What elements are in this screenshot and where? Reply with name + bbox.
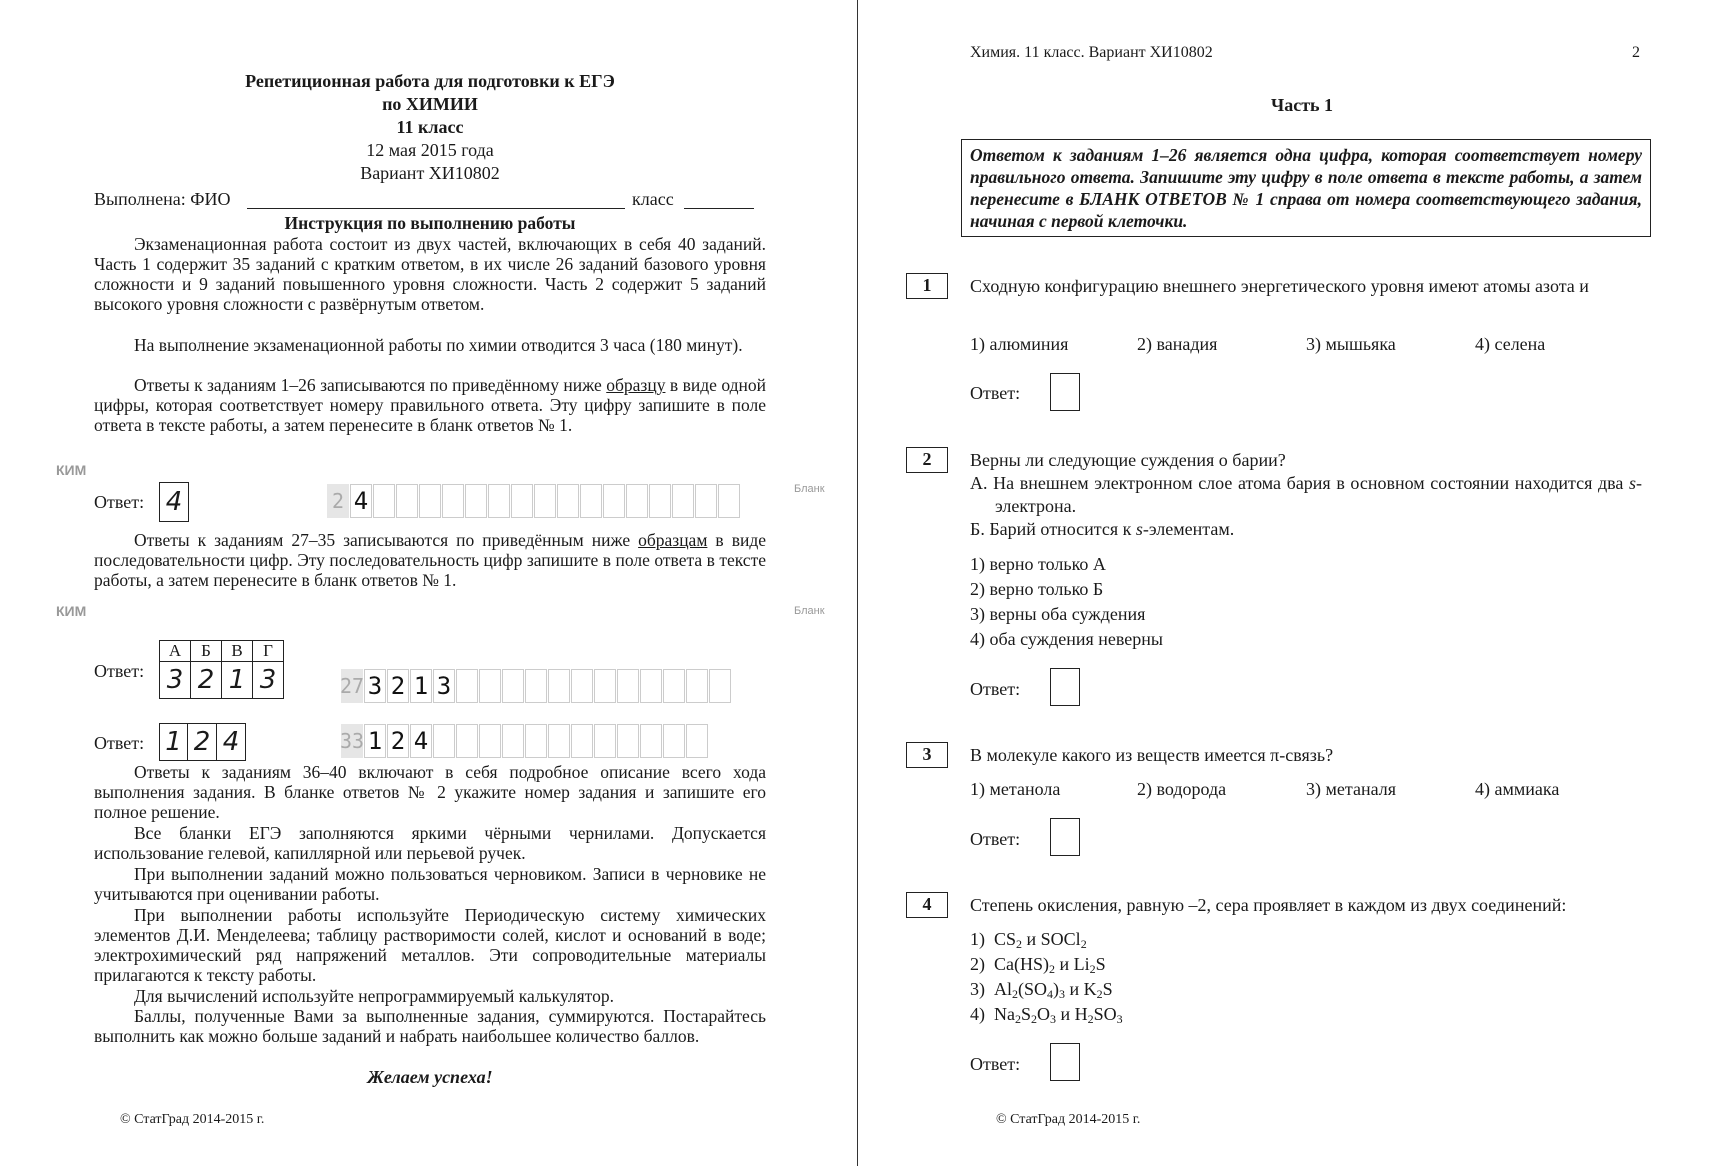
grid-prefix-cell: 2 xyxy=(327,484,349,518)
part-instruction-box: Ответом к заданиям 1–26 является одна цифра, которая соответствует номеру правильного ответа. Запишите эту цифру в поле ответа в тексте работы, а затем перенесите в БЛАНК ОТВЕТОВ № 1 справа от номера соответствующего задания, начиная с первой клеточки. xyxy=(961,139,1651,237)
q4-option-2: 2) $Ca(HS)_2$ и $Li_2S$ xyxy=(970,954,1106,976)
sample-link-2: образцам xyxy=(638,530,708,550)
paragraph-8: При выполнении работы используйте Периодическую систему химических элементов Д.И. Менделеева; таблицу растворимости солей, кислот и оснований в воде; электрохимический ряд напряжений металлов. Эти сопроводительные материалы прилагаются к тексту работы. xyxy=(94,905,766,985)
fio-label: Выполнена: ФИО xyxy=(94,189,231,209)
part-title: Часть 1 xyxy=(1271,95,1334,115)
question-number-3: 3 xyxy=(906,742,948,768)
question-number-4: 4 xyxy=(906,892,948,918)
q2-option-2: 2) верно только Б xyxy=(970,579,1104,599)
instruction-title: Инструкция по выполнению работы xyxy=(284,213,576,233)
q2-answer-box[interactable] xyxy=(1050,668,1080,706)
grid-cell xyxy=(465,484,487,518)
grid-cell: 4 xyxy=(350,484,372,518)
column-header: Б xyxy=(191,641,222,662)
grid-cell: 4 xyxy=(410,724,432,758)
grid-cell xyxy=(594,669,616,703)
grid-cell xyxy=(548,669,570,703)
q2-statement-b: Б. Барий относится к s-элементам. xyxy=(970,519,1235,539)
question-4-text: Степень окисления, равную –2, сера проявляет в каждом из двух соединений: xyxy=(970,895,1567,915)
grid-cell xyxy=(649,484,671,518)
grid-cell xyxy=(456,724,478,758)
grid-cell xyxy=(617,724,639,758)
answer-digit: 3 xyxy=(160,662,191,699)
copyright-left: © СтатГрад 2014-2015 г. xyxy=(120,1112,265,1127)
sample-blank-grid-3 xyxy=(341,724,709,758)
grid-cell xyxy=(525,669,547,703)
sample-blank-grid-1 xyxy=(327,484,741,518)
answer-digit: 1 xyxy=(159,723,188,761)
grid-cell xyxy=(525,724,547,758)
answer-digit: 2 xyxy=(191,662,222,699)
q2-answer-label: Ответ: xyxy=(970,679,1021,699)
grid-cell: 3 xyxy=(364,669,386,703)
sample-answer-label-1: Ответ: xyxy=(94,492,145,512)
q1-option-1: 1) алюминия xyxy=(970,334,1069,354)
grid-cell xyxy=(442,484,464,518)
wish-text: Желаем успеха! xyxy=(367,1067,493,1087)
q2-statement-a: А. На внешнем электронном слое атома бария в основном состоянии находится два s-электрона. xyxy=(970,473,1642,516)
sample-answer-box-3 xyxy=(159,723,246,761)
grid-cell xyxy=(640,724,662,758)
title-line-1: Репетиционная работа для подготовки к ЕГЭ xyxy=(245,71,615,91)
grid-cell xyxy=(663,669,685,703)
blank-label-1: Бланк xyxy=(794,483,825,495)
q1-option-4: 4) селена xyxy=(1475,334,1546,354)
paragraph-6: Все бланки ЕГЭ заполняются яркими чёрными чернилами. Допускается использование гелевой, капиллярной или перьевой ручек. xyxy=(94,823,766,863)
sample-blank-grid-2 xyxy=(341,669,732,703)
copyright-right: © СтатГрад 2014-2015 г. xyxy=(996,1112,1141,1127)
grid-cell xyxy=(419,484,441,518)
exam-date: 12 мая 2015 года xyxy=(366,140,494,160)
grid-prefix-cell: 33 xyxy=(341,724,363,758)
paragraph-9: Для вычислений используйте непрограммируемый калькулятор. xyxy=(134,986,614,1006)
column-header: А xyxy=(160,641,191,662)
grid-cell xyxy=(663,724,685,758)
paragraph-7: При выполнении заданий можно пользоваться черновиком. Записи в черновике не учитываются при оценивании работы. xyxy=(94,864,766,904)
grid-cell xyxy=(672,484,694,518)
question-number-2: 2 xyxy=(906,447,948,473)
grid-cell: 2 xyxy=(387,724,409,758)
grid-cell xyxy=(709,669,731,703)
answer-digit: 1 xyxy=(222,662,253,699)
q2-option-3: 3) верны оба суждения xyxy=(970,604,1146,624)
q3-answer-label: Ответ: xyxy=(970,829,1021,849)
page-divider xyxy=(857,0,858,1166)
grid-cell xyxy=(626,484,648,518)
q3-option-4: 4) аммиака xyxy=(1475,779,1560,799)
question-1-text: Сходную конфигурацию внешнего энергетического уровня имеют атомы азота и xyxy=(970,276,1589,296)
q4-answer-label: Ответ: xyxy=(970,1054,1021,1074)
grid-cell xyxy=(502,669,524,703)
question-number-1: 1 xyxy=(906,273,948,299)
grid-cell xyxy=(640,669,662,703)
q3-option-1: 1) метанола xyxy=(970,779,1061,799)
q4-option-3: 3) $Al_2(SO_4)_3$ и $K_2S$ xyxy=(970,979,1113,1001)
grid-cell xyxy=(433,724,455,758)
paragraph-4: Ответы к заданиям 27–35 записываются по приведённым ниже образцам в виде последовательности цифр. Эту последовательность цифр запишите в поле ответа в тексте работы, а затем перенесите в бланк ответов № 1. xyxy=(94,530,766,590)
grid-cell xyxy=(548,724,570,758)
q2-option-4: 4) оба суждения неверны xyxy=(970,629,1164,649)
grid-cell xyxy=(479,724,501,758)
grid-cell xyxy=(580,484,602,518)
q1-option-2: 2) ванадия xyxy=(1137,334,1218,354)
q3-option-2: 2) водорода xyxy=(1137,779,1227,799)
grid-cell xyxy=(557,484,579,518)
grid-cell xyxy=(534,484,556,518)
q4-option-1: 1) $CS_2$ и SOCl$_2$ xyxy=(970,929,1087,951)
sample-link-1: образцу xyxy=(606,375,666,395)
page-header: Химия. 11 класс. Вариант ХИ10802 xyxy=(970,44,1213,61)
paragraph-5: Ответы к заданиям 36–40 включают в себя подробное описание всего хода выполнения задания. В бланке ответов № 2 укажите номер задания и запишите его полное решение. xyxy=(94,762,766,822)
q3-answer-box[interactable] xyxy=(1050,818,1080,856)
grid-cell xyxy=(603,484,625,518)
grid-cell xyxy=(594,724,616,758)
sample-answer-box-1: 4 xyxy=(159,482,189,522)
grid-cell xyxy=(511,484,533,518)
page-number: 2 xyxy=(1632,44,1640,61)
grid-cell xyxy=(571,724,593,758)
grid-cell xyxy=(617,669,639,703)
paragraph-1: Экзаменационная работа состоит из двух частей, включающих в себя 40 заданий. Часть 1 содержит 35 заданий с кратким ответом, в их числе 26 заданий базового уровня сложности и 9 заданий повышенного уровня сложности. Часть 2 содержит 5 заданий высокого уровня сложности с развёрнутым ответом. xyxy=(94,234,766,314)
grid-cell xyxy=(695,484,717,518)
grid-cell xyxy=(718,484,740,518)
grade: 11 класс xyxy=(396,117,464,137)
answer-digit: 3 xyxy=(253,662,284,699)
q3-option-3: 3) метаналя xyxy=(1306,779,1396,799)
question-2-text: Верны ли следующие суждения о барии? xyxy=(970,450,1286,470)
sample-answer-table-abvg xyxy=(159,640,284,699)
answer-digit: 4 xyxy=(217,723,246,761)
grid-cell: 3 xyxy=(433,669,455,703)
grid-cell xyxy=(502,724,524,758)
grid-cell xyxy=(686,669,708,703)
paragraph-2: На выполнение экзаменационной работы по химии отводится 3 часа (180 минут). xyxy=(134,335,743,355)
paragraph-3: Ответы к заданиям 1–26 записываются по приведённому ниже образцу в виде одной цифры, которая соответствует номеру правильного ответа. Эту цифру запишите в поле ответа в тексте работы, а затем перенесите в бланк ответов № 1. xyxy=(94,375,766,435)
q1-answer-label: Ответ: xyxy=(970,383,1021,403)
variant: Вариант ХИ10802 xyxy=(360,163,500,183)
grid-cell xyxy=(396,484,418,518)
grid-cell xyxy=(479,669,501,703)
kim-label-2: КИМ xyxy=(56,603,87,619)
q1-option-3: 3) мышьяка xyxy=(1306,334,1396,354)
grid-cell: 2 xyxy=(387,669,409,703)
q4-option-4: 4) $Na_2S_2O_3$ и $H_2SO_3$ xyxy=(970,1004,1123,1026)
grid-prefix-cell: 27 xyxy=(341,669,363,703)
grid-cell xyxy=(488,484,510,518)
grid-cell: 1 xyxy=(364,724,386,758)
class-field[interactable] xyxy=(684,208,754,209)
grid-cell xyxy=(686,724,708,758)
q2-option-1: 1) верно только А xyxy=(970,554,1106,574)
answer-digit: 2 xyxy=(188,723,217,761)
title-line-2: по ХИМИИ xyxy=(382,94,478,114)
column-header: В xyxy=(222,641,253,662)
fio-field[interactable] xyxy=(247,208,625,209)
grid-cell xyxy=(571,669,593,703)
column-header: Г xyxy=(253,641,284,662)
sample-answer-label-3: Ответ: xyxy=(94,733,145,753)
sample-answer-label-2: Ответ: xyxy=(94,661,145,681)
grid-cell xyxy=(373,484,395,518)
kim-label-1: КИМ xyxy=(56,462,87,478)
q1-answer-box[interactable] xyxy=(1050,373,1080,411)
grid-cell: 1 xyxy=(410,669,432,703)
question-3-text: В молекуле какого из веществ имеется π-связь? xyxy=(970,745,1334,765)
q4-answer-box[interactable] xyxy=(1050,1043,1080,1081)
class-label: класс xyxy=(632,189,674,209)
blank-label-2: Бланк xyxy=(794,605,825,617)
grid-cell xyxy=(456,669,478,703)
paragraph-10: Баллы, полученные Вами за выполненные задания, суммируются. Постарайтесь выполнить как можно больше заданий и набрать наибольшее количество баллов. xyxy=(94,1006,766,1046)
